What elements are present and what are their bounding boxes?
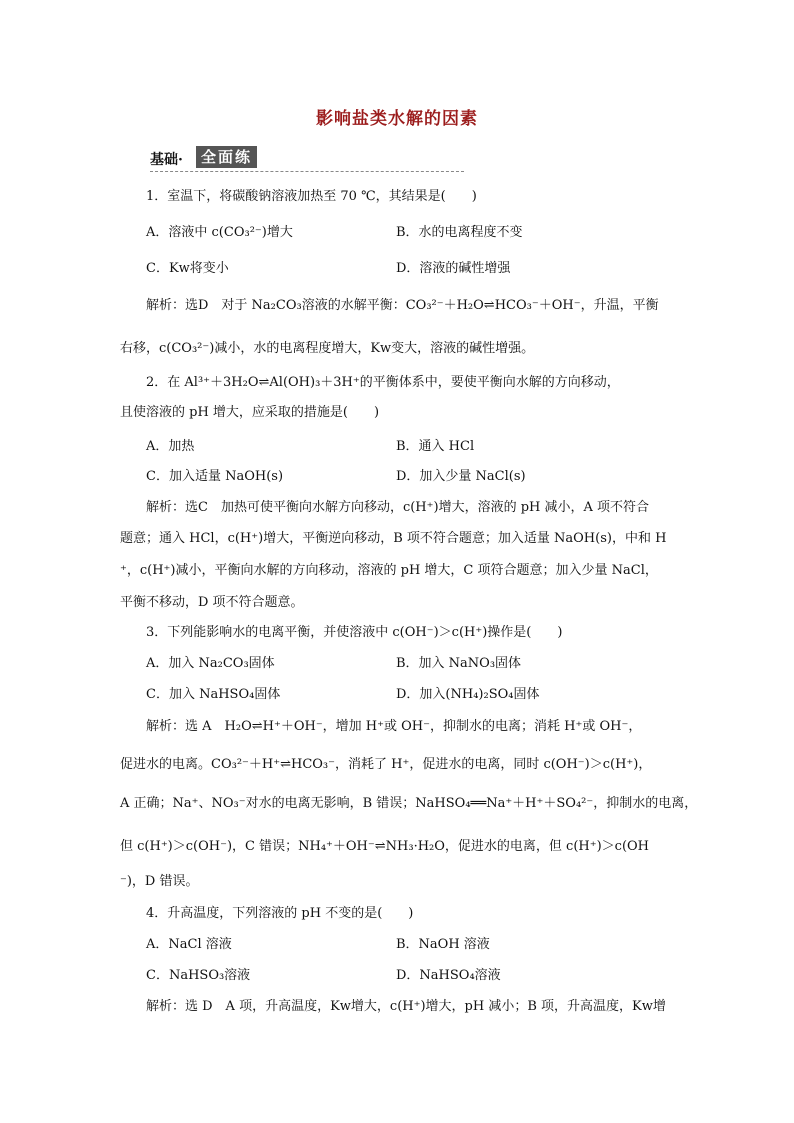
option-text: D．加入(NH₄)₂SO₄固体: [396, 687, 540, 702]
text-line: 且使溶液的 pH 增大，应采取的措施是( ): [120, 405, 380, 420]
option-text: D．NaHSO₄溶液: [396, 968, 501, 983]
section-label: 基础·: [150, 152, 183, 168]
option-text: B．加入 NaNO₃固体: [396, 656, 522, 671]
text-line: C．加入适量 NaOH(s): [146, 469, 284, 484]
option-text: D．溶液的碱性增强: [396, 261, 511, 276]
text-line: 题意；通入 HCl，c(H⁺)增大，平衡逆向移动，B 项不符合题意；加入适量 NaOH(s)，中和 H: [120, 531, 667, 546]
section-divider: [150, 171, 464, 172]
text-line: 解析：选D 对于 Na₂CO₃溶液的水解平衡：CO₃²⁻＋H₂O⇌HCO₃⁻＋OH⁻，升温，平衡: [146, 298, 659, 313]
page-title: 影响盐类水解的因素: [316, 109, 478, 129]
text-line: A．加入 Na₂CO₃固体: [146, 656, 275, 671]
text-line: A．NaCl 溶液: [146, 937, 232, 952]
text-line: C．NaHSO₃溶液: [146, 968, 251, 983]
text-line: C．Kw将变小: [146, 261, 229, 276]
text-line: 解析：选 D A 项，升高温度，Kw增大，c(H⁺)增大，pH 减小；B 项，升高温度，Kw增: [146, 999, 666, 1014]
option-text: B．通入 HCl: [396, 439, 475, 454]
text-line: 但 c(H⁺)＞c(OH⁻)，C 错误；NH₄⁺＋OH⁻⇌NH₃·H₂O，促进水的电离，但 c(H⁺)＞c(OH: [120, 839, 650, 854]
text-line: 1．室温下，将碳酸钠溶液加热至 70 ℃，其结果是( ): [146, 189, 477, 204]
text-line: A．溶液中 c(CO₃²⁻)增大: [146, 225, 293, 240]
text-line: C．加入 NaHSO₄固体: [146, 687, 281, 702]
text-line: 解析：选C 加热可使平衡向水解方向移动，c(H⁺)增大，溶液的 pH 减小，A 项不符合: [146, 500, 650, 515]
section-badge: 全面练: [196, 146, 257, 168]
text-line: 右移，c(CO₃²⁻)减小，水的电离程度增大，Kw变大，溶液的碱性增强。: [120, 341, 535, 356]
text-line: ⁺，c(H⁺)减小，平衡向水解的方向移动，溶液的 pH 增大，C 项符合题意；加入少量 NaCl，: [120, 563, 658, 578]
text-line: 平衡不移动，D 项不符合题意。: [120, 595, 304, 610]
option-text: D．加入少量 NaCl(s): [396, 469, 526, 484]
text-line: A．加热: [146, 439, 195, 454]
text-line: 2．在 Al³⁺＋3H₂O⇌Al(OH)₃＋3H⁺的平衡体系中，要使平衡向水解的方向移动，: [146, 375, 620, 390]
text-line: 3．下列能影响水的电离平衡，并使溶液中 c(OH⁻)＞c(H⁺)操作是( ): [146, 625, 563, 640]
option-text: B．水的电离程度不变: [396, 225, 523, 240]
text-line: 4．升高温度，下列溶液的 pH 不变的是( ): [146, 906, 414, 921]
text-line: A 正确；Na⁺、NO₃⁻对水的电离无影响，B 错误；NaHSO₄══Na⁺＋H⁺＋SO₄²⁻，抑制水的电离，: [120, 796, 698, 811]
text-line: 促进水的电离。CO₃²⁻＋H⁺⇌HCO₃⁻，消耗了 H⁺，促进水的电离，同时 c(OH⁻)＞c(H⁺)，: [120, 757, 652, 772]
text-line: 解析：选 A H₂O⇌H⁺＋OH⁻，增加 H⁺或 OH⁻，抑制水的电离；消耗 H⁺或 OH⁻，: [146, 719, 642, 734]
option-text: B．NaOH 溶液: [396, 937, 490, 952]
section-header: [150, 146, 464, 170]
text-line: ⁻)，D 错误。: [120, 874, 199, 889]
